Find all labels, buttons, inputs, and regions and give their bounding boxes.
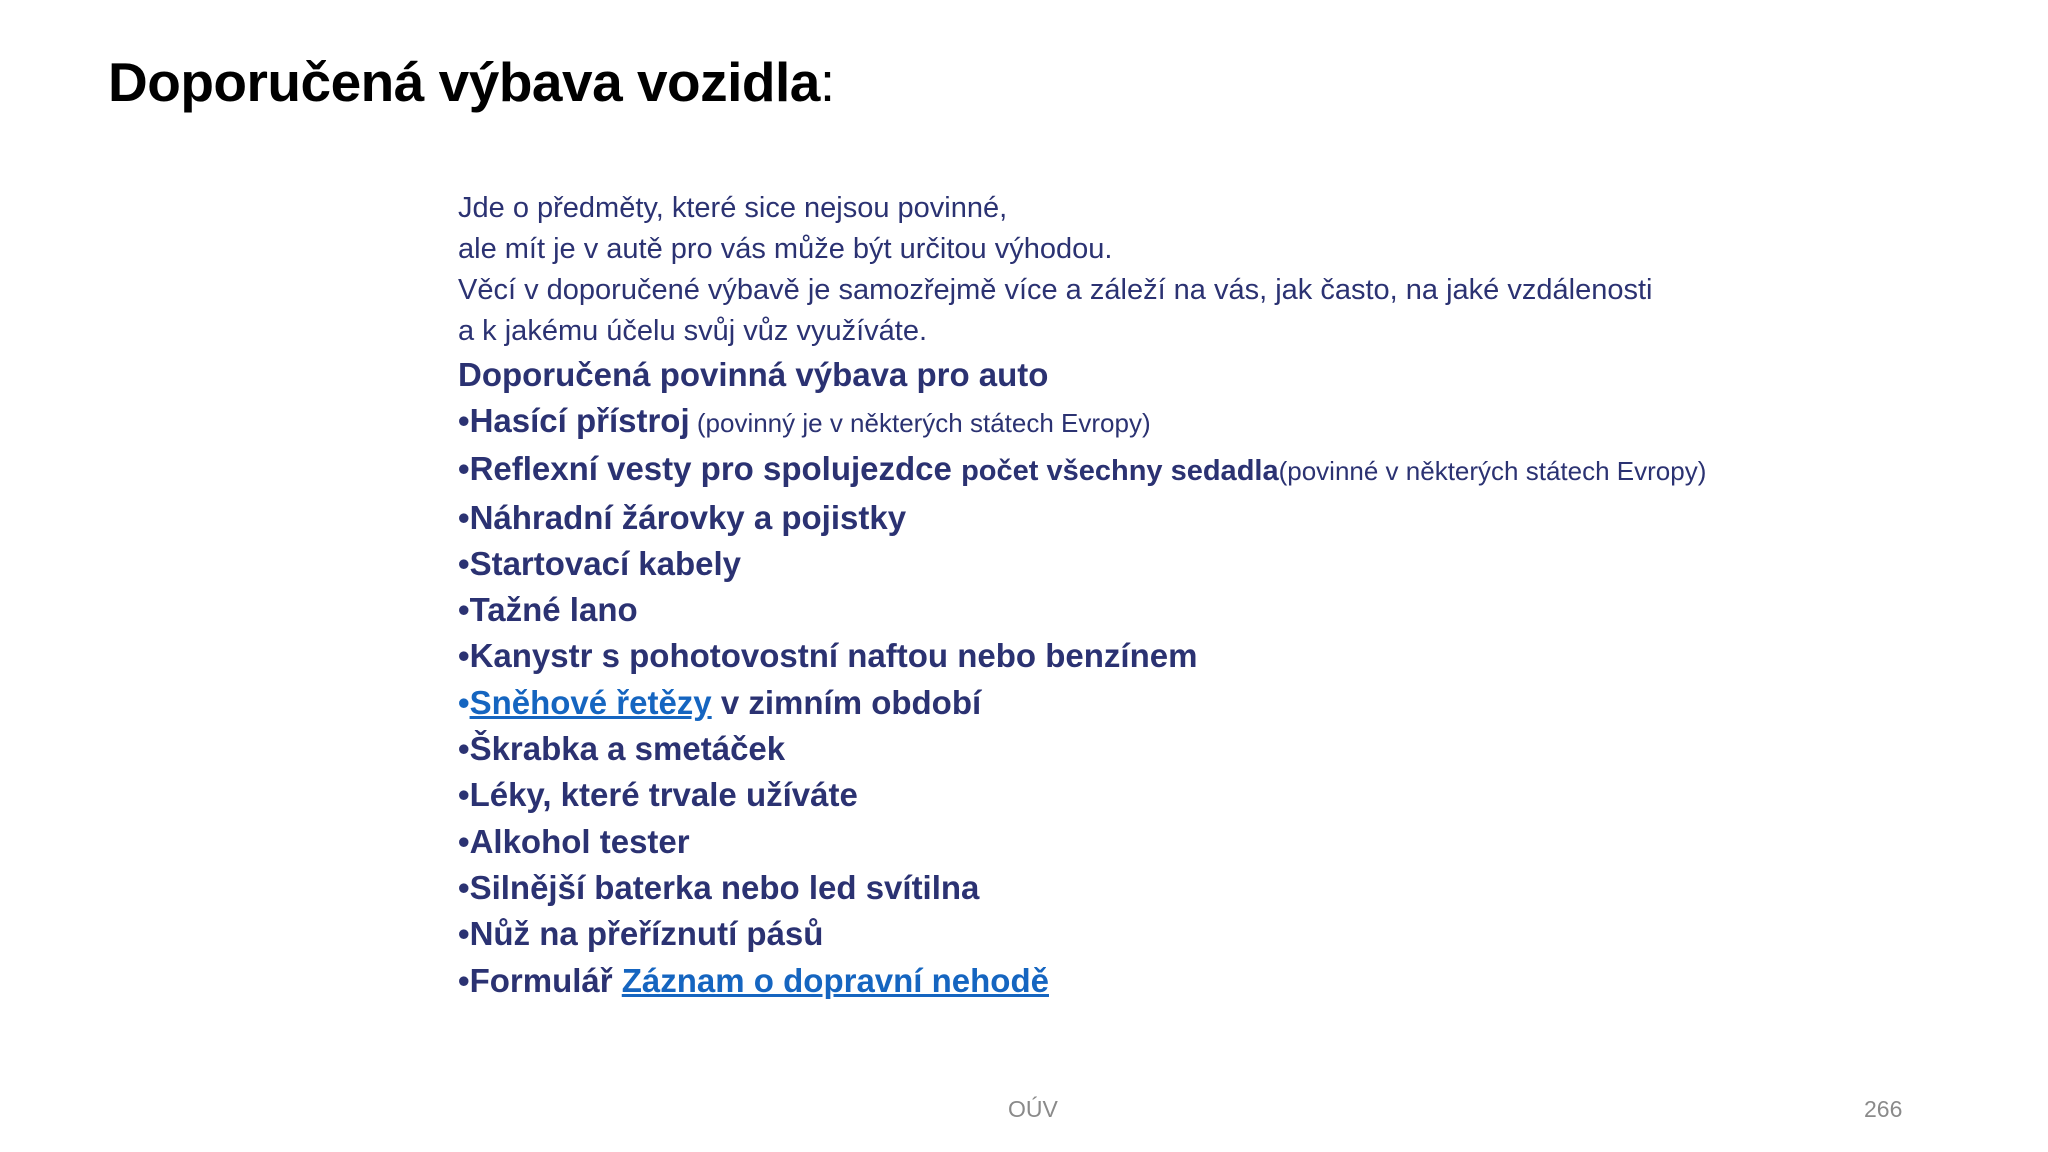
intro-line-1: Jde o předměty, které sice nejsou povinné, bbox=[458, 192, 1008, 224]
list-item-nuz bbox=[458, 911, 1978, 957]
list-item-vesty bbox=[458, 446, 1978, 494]
list-item-leky bbox=[458, 772, 1978, 818]
intro-line-3: Věcí v doporučené výbavě je samozřejmě více a záleží na vás, jak často, na jaké vzdálenosti bbox=[458, 274, 1653, 306]
item-text: Tažné lano bbox=[469, 591, 638, 629]
list-item-hasici bbox=[458, 398, 1978, 446]
item-text: Startovací kabely bbox=[469, 544, 742, 582]
item-text: Škrabka a smetáček bbox=[469, 730, 786, 768]
snehove-retezy-link[interactable]: Sněhové řetězy bbox=[469, 683, 712, 721]
list-item-retezy bbox=[458, 680, 1978, 726]
item-text: Reflexní vesty pro spolujezdce bbox=[469, 450, 962, 488]
bullet: • bbox=[458, 822, 470, 860]
item-text: Formulář bbox=[469, 961, 622, 999]
bullet: • bbox=[458, 730, 470, 768]
bullet: • bbox=[458, 683, 470, 721]
item-text: Alkohol tester bbox=[469, 822, 690, 860]
bullet: • bbox=[458, 591, 470, 629]
bullet: • bbox=[458, 776, 470, 814]
slide-content bbox=[458, 188, 1978, 1004]
bullet: • bbox=[458, 544, 470, 582]
item-note: (povinný je v některých státech Evropy) bbox=[689, 408, 1151, 438]
list-item-zarovky bbox=[458, 495, 1978, 541]
item-text: Náhradní žárovky a pojistky bbox=[469, 498, 907, 536]
list-item-skrabka bbox=[458, 726, 1978, 772]
intro-line-2: ale mít je v autě pro vás může být určitou výhodou. bbox=[458, 233, 1113, 265]
item-note: (povinné v některých státech Evropy) bbox=[1278, 456, 1707, 487]
footer-text: OÚV bbox=[1008, 1096, 1058, 1122]
zaznam-nehode-link[interactable]: Záznam o dopravní nehodě bbox=[621, 961, 1049, 999]
list-item-lano bbox=[458, 587, 1978, 633]
bullet: • bbox=[458, 402, 470, 439]
list-item-tester bbox=[458, 819, 1978, 865]
item-text: Nůž na přeříznutí pásů bbox=[469, 915, 824, 953]
list-item-kabely bbox=[458, 541, 1978, 587]
list-item-baterka bbox=[458, 865, 1978, 911]
item-text: Silnější baterka nebo led svítilna bbox=[469, 868, 980, 906]
item-text: v zimním období bbox=[711, 683, 982, 721]
bullet: • bbox=[458, 915, 470, 953]
item-mid: počet všechny sedadla bbox=[961, 455, 1279, 488]
list-item-kanystr bbox=[458, 633, 1978, 679]
slide-title bbox=[108, 50, 835, 114]
bullet: • bbox=[458, 637, 470, 675]
page-number: 266 bbox=[1864, 1096, 1903, 1122]
item-text: Hasící přístroj bbox=[469, 402, 690, 439]
item-text: Léky, které trvale užíváte bbox=[469, 776, 858, 814]
bullet: • bbox=[458, 868, 470, 906]
bullet: • bbox=[458, 961, 470, 999]
list-item-formular bbox=[458, 958, 1978, 1004]
section-heading: Doporučená povinná výbava pro auto bbox=[458, 356, 1049, 393]
bullet: • bbox=[458, 450, 470, 488]
bullet: • bbox=[458, 498, 470, 536]
intro-line-4: a k jakému účelu svůj vůz využíváte. bbox=[458, 315, 928, 347]
slide-title-text: Doporučená výbava vozidla bbox=[108, 51, 820, 113]
item-text: Kanystr s pohotovostní naftou nebo benzínem bbox=[469, 637, 1198, 675]
slide-title-colon: : bbox=[819, 51, 835, 113]
